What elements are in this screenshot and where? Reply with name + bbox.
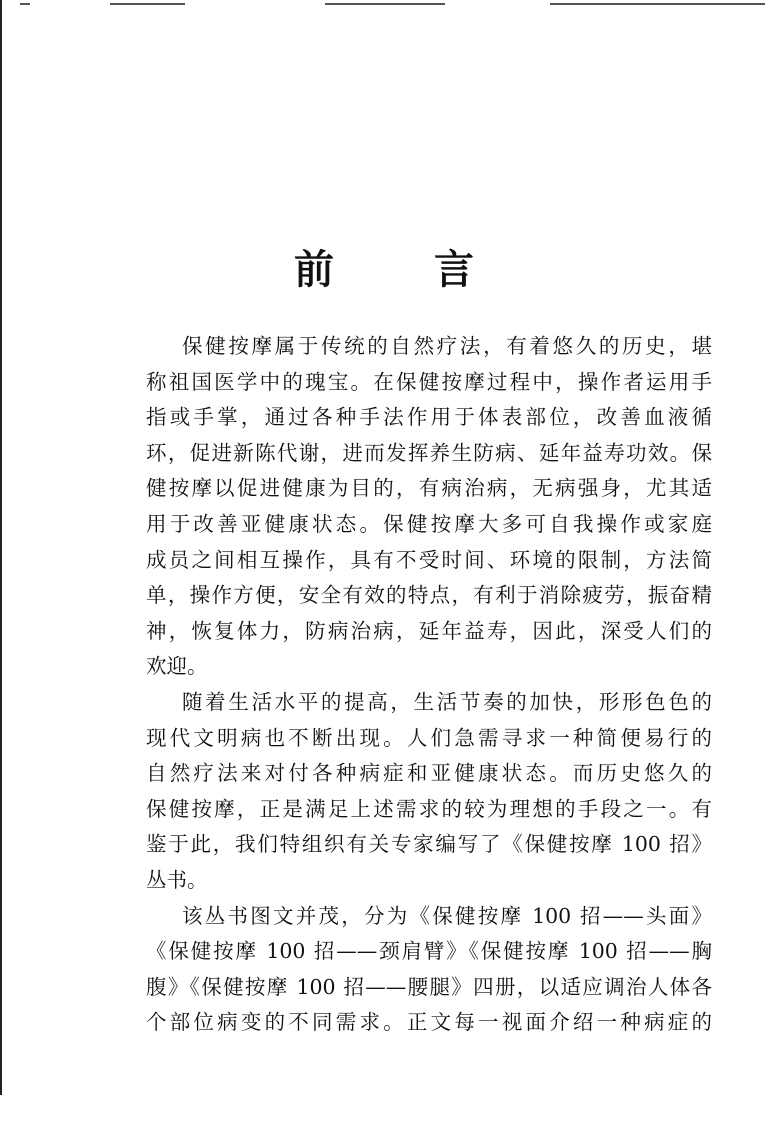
- text-line: 神，恢复体力，防病治病，延年益寿，因此，深受人们的: [146, 618, 712, 643]
- text-line: 保健按摩属于传统的自然疗法，有着悠久的历史，堪: [182, 334, 712, 358]
- text-line: 腹》《保健按摩 100 招——腰腿》四册，以适应调治人体各: [146, 974, 712, 999]
- text-line: 环，促进新陈代谢，进而发挥养生防病、延年益寿功效。保: [146, 440, 712, 465]
- text-line: 该丛书图文并茂，分为《保健按摩 100 招——头面》: [182, 903, 712, 928]
- page-title: [0, 238, 768, 295]
- text-line: 指或手掌，通过各种手法作用于体表部位，改善血液循: [146, 405, 712, 430]
- text-line: 自然疗法来对付各种病症和亚健康状态。而历史悠久的: [146, 761, 712, 786]
- text-line: 个部位病变的不同需求。正文每一视面介绍一种病症的: [146, 1010, 712, 1035]
- scan-artifact: [110, 3, 185, 5]
- text-line: 随着生活水平的提高，生活节奏的加快，形形色色的: [182, 689, 712, 714]
- text-line: 现代文明病也不断出现。人们急需寻求一种简便易行的: [146, 725, 712, 750]
- text-line: 鉴于此，我们特组织有关专家编写了《保健按摩 100 招》: [146, 832, 712, 857]
- preface-body: [146, 329, 712, 1041]
- title-char: 前: [294, 246, 334, 293]
- text-line: 《保健按摩 100 招——颈肩臂》《保健按摩 100 招——胸: [146, 939, 712, 964]
- text-line: 单，操作方便，安全有效的特点，有利于消除疲劳，振奋精: [146, 583, 712, 608]
- text-line: 用于改善亚健康状态。保健按摩大多可自我操作或家庭: [146, 511, 712, 536]
- scan-artifact: [550, 3, 765, 5]
- text-line: 保健按摩，正是满足上述需求的较为理想的手段之一。有: [146, 796, 712, 821]
- text-line: 称祖国医学中的瑰宝。在保健按摩过程中，操作者运用手: [146, 369, 712, 394]
- scan-artifact: [325, 3, 445, 5]
- text-line: 成员之间相互操作，具有不受时间、环境的限制，方法简: [146, 547, 712, 572]
- page-edge-rule: [0, 0, 2, 1095]
- text-line: 健按摩以促进健康为目的，有病治病，无病强身，尤其适: [146, 476, 712, 501]
- text-line: 丛书。: [146, 867, 208, 892]
- text-line: 欢迎。: [146, 654, 208, 679]
- scan-artifact: [20, 3, 30, 5]
- title-char: 言: [434, 246, 474, 293]
